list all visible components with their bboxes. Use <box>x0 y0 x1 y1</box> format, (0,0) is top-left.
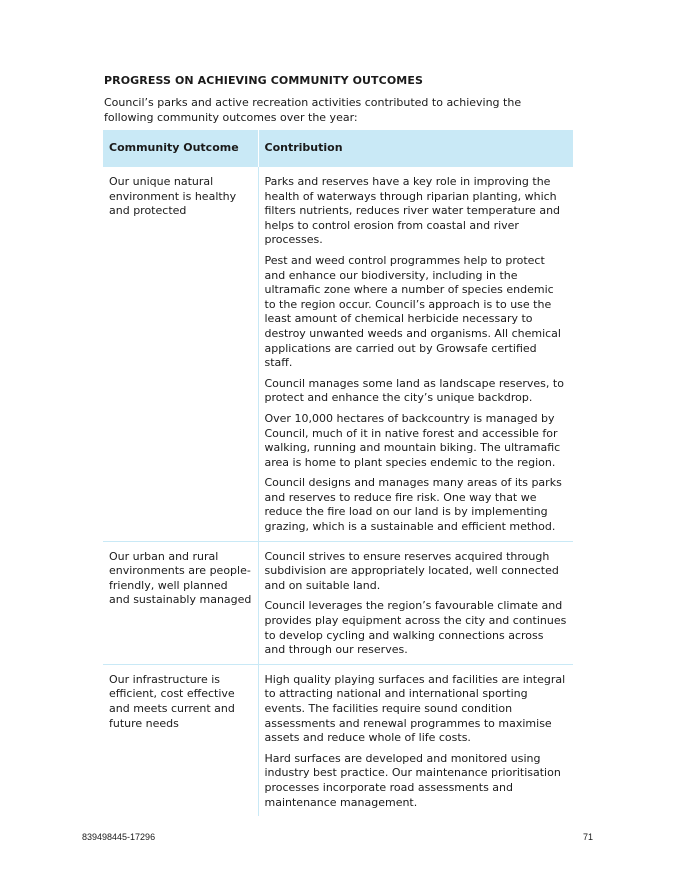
table-row <box>103 541 573 664</box>
outcome-cell: Our unique natural environment is healthy and protected <box>109 175 237 218</box>
contribution-paragraph: Council strives to ensure reserves acquired through subdivision are appropriately located, well connected and on suitable land. <box>264 549 559 592</box>
footer-document-id: 839498445-17296 <box>82 832 156 842</box>
table-row <box>103 664 573 816</box>
contribution-cell <box>258 664 573 816</box>
contribution-cell <box>258 167 573 541</box>
contribution-paragraph: Hard surfaces are developed and monitored using industry best practice. Our maintenance prioritisation processes incorporate road assessments and maintenance management. <box>264 751 561 809</box>
contribution-cell <box>258 541 573 664</box>
table-row <box>103 167 573 541</box>
outcome-cell: Our urban and rural environments are people-friendly, well planned and sustainably managed <box>103 541 258 664</box>
intro-paragraph: Council’s parks and active recreation activities contributed to achieving the following community outcomes over the year: <box>104 96 522 124</box>
contribution-paragraph: Parks and reserves have a key role in improving the health of waterways through riparian planting, which filters nutrients, reduces river water temperature and helps to control erosion from coastal and river processes. <box>264 175 561 247</box>
header-community-outcome: Community Outcome <box>103 130 258 167</box>
contribution-paragraph: Council manages some land as landscape reserves, to protect and enhance the city’s unique backdrop. <box>264 376 564 405</box>
contribution-paragraph: High quality playing surfaces and facilities are integral to attracting national and international sporting events. The facilities require sound condition assessments and renewal programmes to maximise assets and reduce whole of life costs. <box>264 672 566 745</box>
contribution-paragraph: Council designs and manages many areas of its parks and reserves to reduce fire risk. One way that we reduce the fire load on our land is by implementing grazing, which is a sustainable and efficient method. <box>264 476 562 534</box>
contribution-paragraph: Pest and weed control programmes help to protect and enhance our biodiversity, including in the ultramafic zone where a number of species endemic to the region occur. Council’s approach is to use the least amount of chemical herbicide necessary to destroy unwanted weeds and organisms. All chemical applications are carried out by Growsafe certified staff. <box>264 253 561 370</box>
contribution-paragraph: Over 10,000 hectares of backcountry is managed by Council, much of it in native forest and accessible for walking, running and mountain biking. The ultramafic area is home to plant species endemic to the region. <box>264 411 561 469</box>
community-outcomes-table <box>103 130 573 816</box>
contribution-paragraph: Council leverages the region’s favourable climate and provides play equipment across the city and continues to develop cycling and walking connections across and through our reserves. <box>264 599 567 657</box>
table-header-row <box>103 130 573 167</box>
section-heading: PROGRESS ON ACHIEVING COMMUNITY OUTCOMES <box>104 74 423 87</box>
footer-page-number: 71 <box>582 832 593 842</box>
outcome-cell: Our infrastructure is efficient, cost effective and meets current and future needs <box>103 664 258 816</box>
header-contribution: Contribution <box>258 130 573 167</box>
